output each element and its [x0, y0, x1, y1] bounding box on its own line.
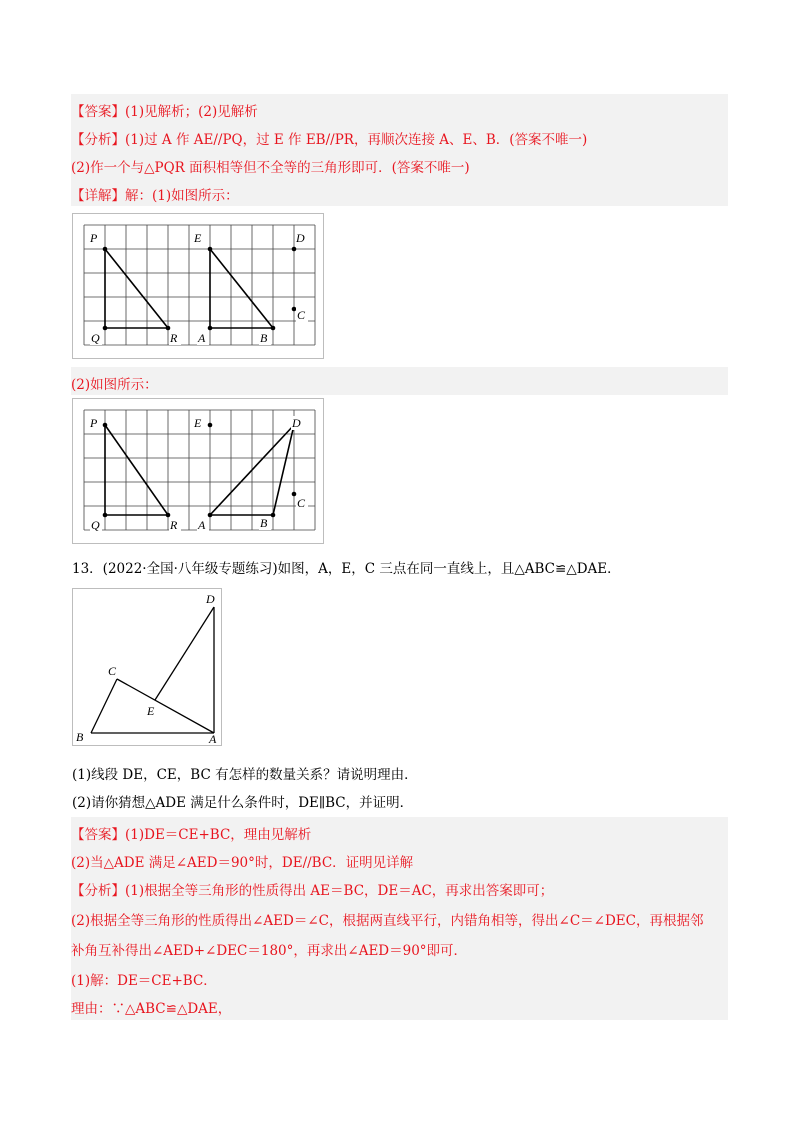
- q12-figure-2: [72, 398, 324, 544]
- label-c: C: [297, 496, 306, 510]
- label-b: B: [260, 516, 268, 530]
- q12-part2-block: [71, 367, 728, 395]
- label-b: B: [260, 331, 268, 345]
- segment-pr: [105, 249, 168, 328]
- segment-bc: [91, 679, 117, 733]
- label-a: A: [198, 518, 206, 532]
- point-a: [208, 513, 213, 518]
- segment-pr: [105, 425, 168, 515]
- q12-answer: 【答案】(1)见解析；(2)见解析: [71, 104, 258, 120]
- point-p: [103, 247, 108, 252]
- label-e: E: [147, 704, 155, 718]
- q13-analysis-1: 【分析】(1)根据全等三角形的性质得出 AE＝BC，DE＝AC，再求出答案即可；: [71, 883, 554, 899]
- label-d: D: [206, 592, 215, 606]
- label-q: Q: [91, 331, 100, 345]
- label-q: Q: [91, 518, 100, 532]
- q13-analysis-2: (2)根据全等三角形的性质得出∠AED＝∠C，根据两直线平行，内错角相等，得出∠C＝∠DEC，再根据邻: [71, 913, 704, 929]
- q13-solution-2: 理由：∵△ABC≌△DAE，: [71, 1001, 232, 1017]
- point-c: [292, 492, 297, 497]
- point-q: [103, 326, 108, 331]
- q12-answer-block: [71, 94, 728, 206]
- q12-detail: 【详解】解：(1)如图所示：: [71, 188, 239, 204]
- label-e: E: [194, 231, 202, 245]
- q12-analysis-2: (2)作一个与△PQR 面积相等但不全等的三角形即可．(答案不唯一): [71, 160, 470, 176]
- point-e: [208, 247, 213, 252]
- q12-figure-1: [72, 213, 324, 359]
- q12-analysis-1: 【分析】(1)过 A 作 AE//PQ，过 E 作 EB//PR，再顺次连接 A、E、B．(答案不唯一): [71, 132, 588, 148]
- q12-part2: (2)如图所示：: [71, 377, 158, 393]
- label-c: C: [108, 664, 117, 678]
- label-c: C: [297, 308, 306, 322]
- q13-question-1: (1)线段 DE，CE，BC 有怎样的数量关系？请说明理由．: [72, 767, 418, 783]
- q13-answer-2: (2)当△ADE 满足∠AED＝90°时，DE//BC．证明见详解: [71, 855, 414, 871]
- label-d: D: [296, 231, 305, 245]
- point-r: [166, 326, 171, 331]
- triangle-figure: [73, 589, 221, 745]
- q13-stem: 13．(2022·全国·八年级专题练习)如图，A，E，C 三点在同一直线上，且△ABC≌△DAE．: [72, 561, 621, 577]
- point-r: [166, 513, 171, 518]
- q13-question-2: (2)请你猜想△ADE 满足什么条件时，DE∥BC，并证明．: [72, 795, 414, 811]
- label-d: D: [292, 416, 301, 430]
- q13-solution-1: (1)解：DE＝CE+BC．: [71, 973, 217, 989]
- label-a: A: [209, 732, 217, 745]
- q13-analysis-3: 补角互补得出∠AED+∠DEC＝180°，再求出∠AED＝90°即可．: [71, 943, 468, 959]
- label-a: A: [198, 331, 206, 345]
- point-a: [208, 326, 213, 331]
- point-c: [292, 307, 297, 312]
- label-r: R: [170, 331, 178, 345]
- q13-figure: [72, 588, 222, 746]
- point-d: [292, 247, 297, 252]
- label-e: E: [194, 416, 202, 430]
- point-p: [103, 423, 108, 428]
- grid-figure-2: [73, 399, 323, 543]
- label-r: R: [170, 518, 178, 532]
- label-b: B: [76, 730, 84, 744]
- q13-answer-block: [71, 817, 728, 1020]
- point-e: [208, 423, 213, 428]
- point-b: [271, 513, 276, 518]
- point-q: [103, 513, 108, 518]
- grid-figure-1: [73, 214, 323, 358]
- segment-ca: [117, 679, 214, 733]
- label-p: P: [90, 416, 98, 430]
- segment-eb: [210, 249, 273, 328]
- segment-de: [155, 607, 214, 700]
- label-p: P: [90, 231, 98, 245]
- segment-bd: [273, 425, 294, 515]
- point-b: [271, 326, 276, 331]
- q13-answer-1: 【答案】(1)DE＝CE+BC，理由见解析: [71, 827, 312, 843]
